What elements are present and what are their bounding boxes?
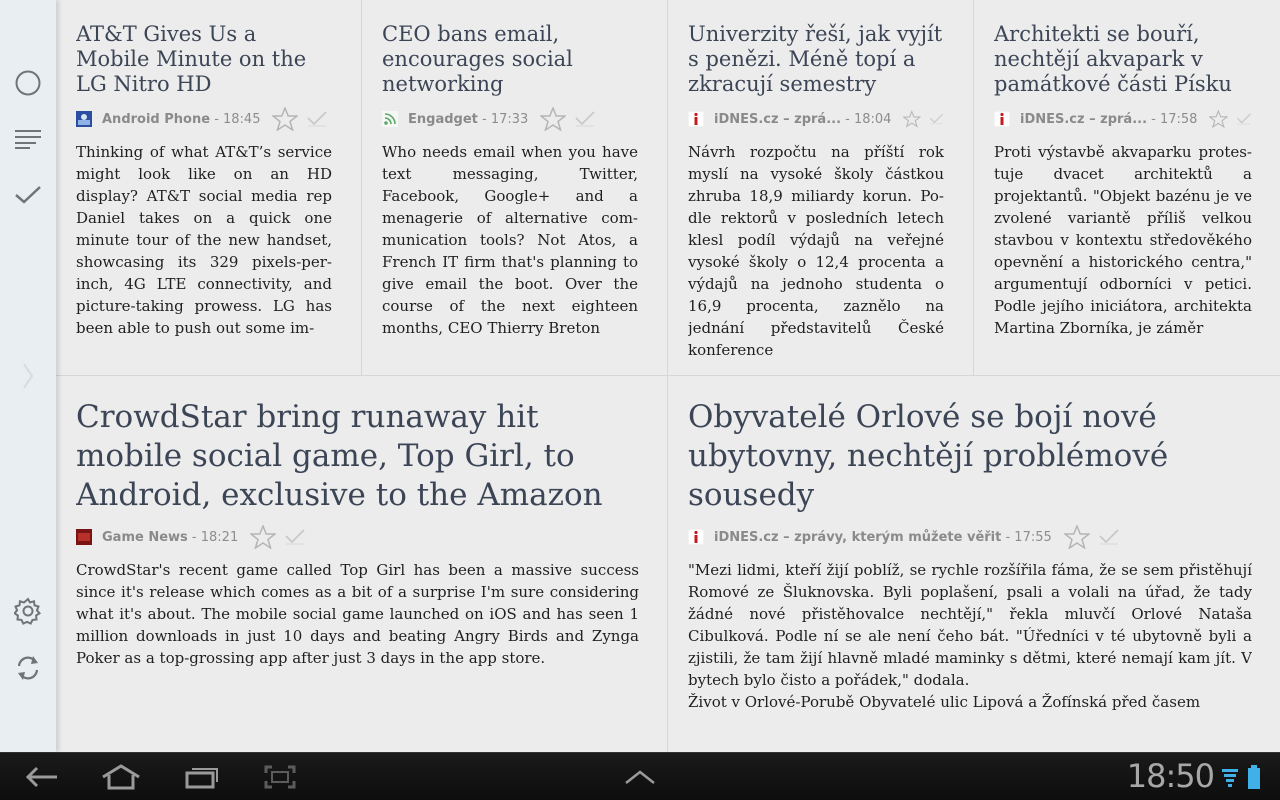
all-items-button[interactable] bbox=[0, 61, 56, 105]
column-divider bbox=[667, 0, 668, 752]
article-title[interactable]: CEO bans email, encourages social networking bbox=[382, 22, 573, 96]
article-source: Game News bbox=[102, 529, 188, 545]
game-news-favicon bbox=[76, 529, 92, 545]
recent-apps-icon bbox=[184, 764, 220, 790]
article-meta bbox=[76, 525, 639, 549]
chevron-right-icon bbox=[21, 361, 35, 391]
screenshot-icon bbox=[263, 764, 297, 790]
article-time: - 17:33 bbox=[482, 111, 529, 127]
article-card[interactable] bbox=[76, 0, 332, 375]
home-icon bbox=[100, 763, 142, 791]
article-card-large[interactable] bbox=[688, 398, 1252, 752]
article-card-large[interactable] bbox=[76, 398, 639, 752]
android-phone-favicon bbox=[76, 111, 92, 127]
article-time: - 17:55 bbox=[1005, 529, 1052, 545]
article-card[interactable] bbox=[688, 0, 944, 375]
system-bar bbox=[0, 752, 1280, 800]
checkmark-icon bbox=[14, 184, 42, 206]
clock: 18:50 bbox=[1126, 757, 1214, 795]
article-snippet: Návrh rozpočtu na příští rok myslí na vysoké školy částkou zhruba 18,9 miliardy korun. Po-dle rektorů v posledních letech klesl podíl výdajů na veřejné vysoké školy o 12,4 procenta a výdajů na jednoho studenta o 16,9 procenta, zaznělo na jednání představitelů České konference bbox=[688, 143, 944, 359]
article-source: iDNES.cz – zprá... bbox=[714, 111, 842, 127]
article-meta bbox=[688, 525, 1252, 549]
column-divider bbox=[973, 0, 974, 375]
article-snippet: Proti výstavbě akvaparku protes-tuje dvacet architektů a projektantů. "Objekt bazénu je ve zvolené variantě příliš velkou stavbou v kontextu středověkého opevnění a historického centra," argumentují odborníci v petici. Podle jejího iniciátora, architekta Martina Zborníka, je záměr bbox=[994, 143, 1252, 337]
article-time: - 18:45 bbox=[214, 111, 261, 127]
mark-read-check-icon[interactable] bbox=[1098, 528, 1120, 546]
rss-favicon bbox=[382, 111, 398, 127]
star-icon[interactable] bbox=[1064, 525, 1090, 549]
article-source: Android Phone bbox=[102, 111, 211, 127]
app-menu-up-button[interactable] bbox=[620, 761, 660, 793]
article-meta bbox=[76, 107, 332, 131]
mark-read-check-icon[interactable] bbox=[306, 110, 328, 128]
article-time: - 17:58 bbox=[1151, 111, 1198, 127]
article-source: iDNES.cz – zprávy, kterým můžete věřit bbox=[714, 529, 1002, 545]
screenshot-button[interactable] bbox=[260, 761, 300, 793]
article-card[interactable] bbox=[994, 0, 1252, 375]
mark-read-check-icon[interactable] bbox=[1236, 110, 1252, 128]
article-snippet-continued: Život v Orlové-Porubě Obyvatelé ulic Lipová a Žofínská před časem bbox=[688, 693, 1201, 711]
star-icon[interactable] bbox=[1209, 107, 1228, 131]
article-card[interactable] bbox=[382, 0, 638, 375]
star-icon[interactable] bbox=[540, 107, 566, 131]
row-divider bbox=[56, 375, 1280, 376]
back-button[interactable] bbox=[22, 761, 62, 793]
refresh-icon bbox=[14, 654, 42, 682]
article-title[interactable]: Univerzity řeší, jak vyjít s penězi. Méně topí a zkracují semestry bbox=[688, 22, 943, 96]
article-source: Engadget bbox=[408, 111, 478, 127]
article-title[interactable]: Architekti se bouří, nechtějí akvapark v památkové části Písku bbox=[994, 22, 1232, 96]
mark-read-button[interactable] bbox=[0, 173, 56, 217]
mark-read-check-icon[interactable] bbox=[574, 110, 596, 128]
sidebar bbox=[0, 0, 56, 752]
back-icon bbox=[25, 764, 59, 790]
article-meta bbox=[994, 107, 1252, 131]
recent-apps-button[interactable] bbox=[182, 761, 222, 793]
article-time: - 18:04 bbox=[845, 111, 892, 127]
idnes-favicon bbox=[688, 111, 704, 127]
idnes-favicon bbox=[994, 111, 1010, 127]
gear-icon bbox=[14, 597, 42, 625]
star-icon[interactable] bbox=[903, 107, 921, 131]
star-icon[interactable] bbox=[250, 525, 276, 549]
article-time: - 18:21 bbox=[191, 529, 239, 545]
article-snippet: Who needs email when you have text messaging, Twitter, Facebook, Google+ and a menagerie of alternative com-munication tools? Not Atos, a French IT firm that's planning to give email the boot. Over the course of the next eighteen months, CEO Thierry Breton bbox=[382, 143, 638, 337]
battery-status bbox=[1244, 761, 1264, 793]
home-button[interactable] bbox=[98, 761, 144, 793]
article-grid bbox=[56, 0, 1280, 752]
article-snippet: "Mezi lidmi, kteří žijí poblíž, se rychle rozšířila fáma, že se sem přistěhují Romové ze Šluknovska. Byli poplašení, psali a volali na úřad, že tady žádné nové přistěhovalce nechtějí," řekla mluvčí Orlové Nataša Cibulková. Podle ní se ale není čeho bát. "Úředníci v té ubytovně byli a zjistili, že tam žijí hlavně mladé maminky s dětmi, které nemají kam jít. V bytech bylo čisto a pořádek," dodala. bbox=[688, 561, 1252, 689]
article-meta bbox=[688, 107, 944, 131]
list-icon bbox=[14, 128, 42, 150]
battery-icon bbox=[1247, 764, 1261, 790]
article-snippet: CrowdStar's recent game called Top Girl has been a massive success since it's release which comes as a bit of a surprise I'm sure considering what it's about. The mobile social game launched on iOS and has seen 1 million downloads in just 10 days and beating Angry Birds and Zynga Poker as a top-grossing app after just 3 days in the app store. bbox=[76, 561, 639, 667]
wifi-icon bbox=[1221, 766, 1239, 788]
up-arrow-icon bbox=[623, 768, 657, 786]
article-meta bbox=[382, 107, 638, 131]
star-icon[interactable] bbox=[272, 107, 298, 131]
article-title[interactable]: CrowdStar bring runaway hit mobile social game, Top Girl, to Android, exclusive to the Amazon bbox=[76, 399, 603, 513]
article-title[interactable]: AT&T Gives Us a Mobile Minute on the LG Nitro HD bbox=[76, 22, 307, 96]
mark-read-check-icon[interactable] bbox=[929, 110, 944, 128]
refresh-button[interactable] bbox=[0, 646, 56, 690]
mark-read-check-icon[interactable] bbox=[284, 528, 306, 546]
list-view-button[interactable] bbox=[0, 117, 56, 161]
idnes-favicon bbox=[688, 529, 704, 545]
article-source: iDNES.cz – zprá... bbox=[1020, 111, 1148, 127]
column-divider bbox=[361, 0, 362, 375]
article-snippet: Thinking of what AT&T’s service might look like on an HD display? AT&T social media rep Daniel takes on a quick one minute tour of the new handset, showcasing its 329 pixels-per-inch, 4G LTE connectivity, and picture-taking prowess. LG has been able to push out some im- bbox=[76, 143, 332, 337]
circle-icon bbox=[14, 69, 42, 97]
article-title[interactable]: Obyvatelé Orlové se bojí nové ubytovny, nechtějí problémové sousedy bbox=[688, 399, 1169, 513]
expand-sidebar-button[interactable] bbox=[0, 354, 56, 398]
settings-button[interactable] bbox=[0, 589, 56, 633]
wifi-status bbox=[1220, 761, 1240, 793]
